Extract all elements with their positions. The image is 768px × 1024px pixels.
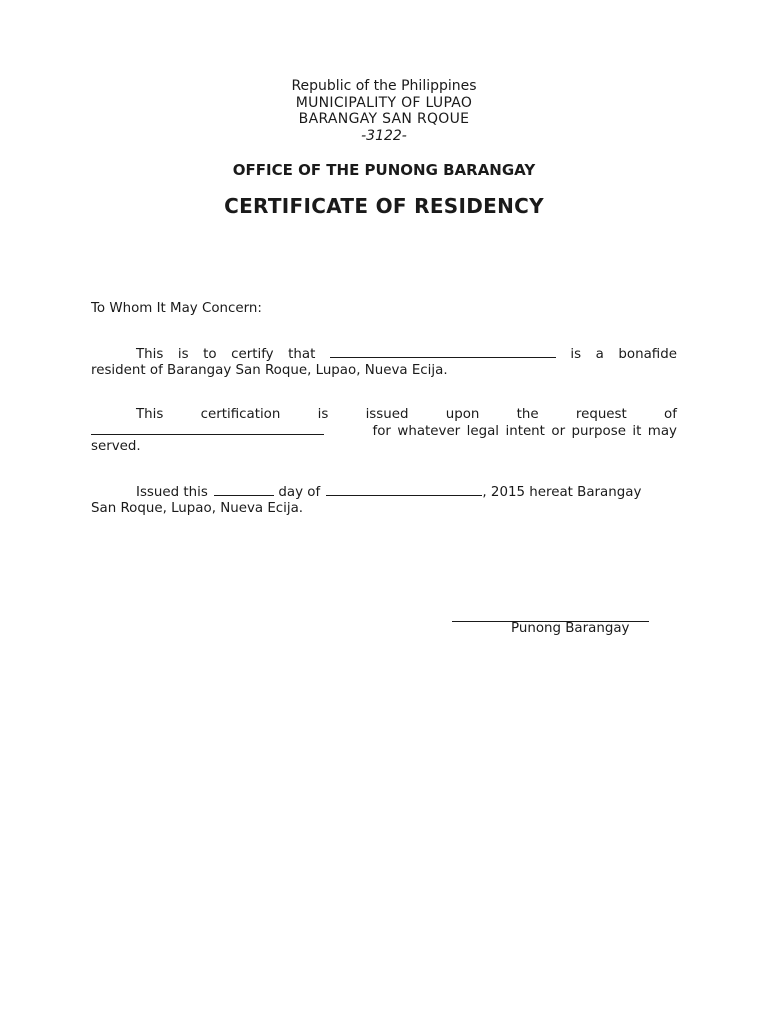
- header-zip-code: -3122-: [361, 128, 407, 144]
- signature-label: Punong Barangay: [511, 621, 630, 636]
- month-blank[interactable]: [326, 484, 482, 496]
- word: issued: [365, 407, 409, 422]
- paragraph-request-line1: [91, 407, 677, 423]
- header-barangay: BARANGAY SAN RQOUE: [298, 111, 470, 127]
- issued-this-text: Issued this: [136, 485, 208, 500]
- word: upon: [445, 407, 480, 422]
- paragraph-certify: [91, 346, 677, 378]
- header-office: OFFICE OF THE PUNONG BARANGAY: [232, 161, 536, 179]
- header-republic: Republic of the Philippines: [291, 78, 477, 94]
- word: is: [177, 347, 189, 362]
- paragraph-certify-line2: resident of Barangay San Roque, Lupao, Nueva Ecija.: [91, 362, 448, 378]
- word: This: [136, 407, 164, 422]
- word: a: [595, 347, 604, 362]
- year-text: , 2015 hereat Barangay: [482, 485, 642, 500]
- word: request: [575, 407, 627, 422]
- document-title: CERTIFICATE OF RESIDENCY: [224, 194, 544, 218]
- word: certification: [200, 407, 281, 422]
- salutation: To Whom It May Concern:: [91, 301, 262, 316]
- paragraph-issued-line2: San Roque, Lupao, Nueva Ecija.: [91, 500, 304, 516]
- word: of: [664, 407, 677, 422]
- day-blank[interactable]: [214, 484, 274, 496]
- word: the: [516, 407, 539, 422]
- day-of-text: day of: [278, 485, 321, 500]
- paragraph-certify-line1: [91, 346, 677, 363]
- paragraph-request-line2: [91, 423, 677, 440]
- paragraph-issued-line1: [91, 484, 677, 501]
- header-municipality: MUNICIPALITY OF LUPAO: [295, 95, 473, 111]
- resident-name-blank[interactable]: [330, 346, 556, 358]
- word: to: [203, 347, 217, 362]
- paragraph-request-line3: served.: [91, 439, 141, 455]
- word: This: [136, 347, 164, 362]
- word: is: [317, 407, 329, 422]
- word: certify: [231, 347, 274, 362]
- paragraph-issued: [91, 484, 677, 516]
- purpose-text: for whatever legal intent or purpose it may: [372, 423, 677, 439]
- word: that: [288, 347, 316, 362]
- requester-name-blank[interactable]: [91, 423, 324, 435]
- word: bonafide: [618, 347, 677, 362]
- word: is: [570, 347, 582, 362]
- paragraph-request: [91, 407, 677, 455]
